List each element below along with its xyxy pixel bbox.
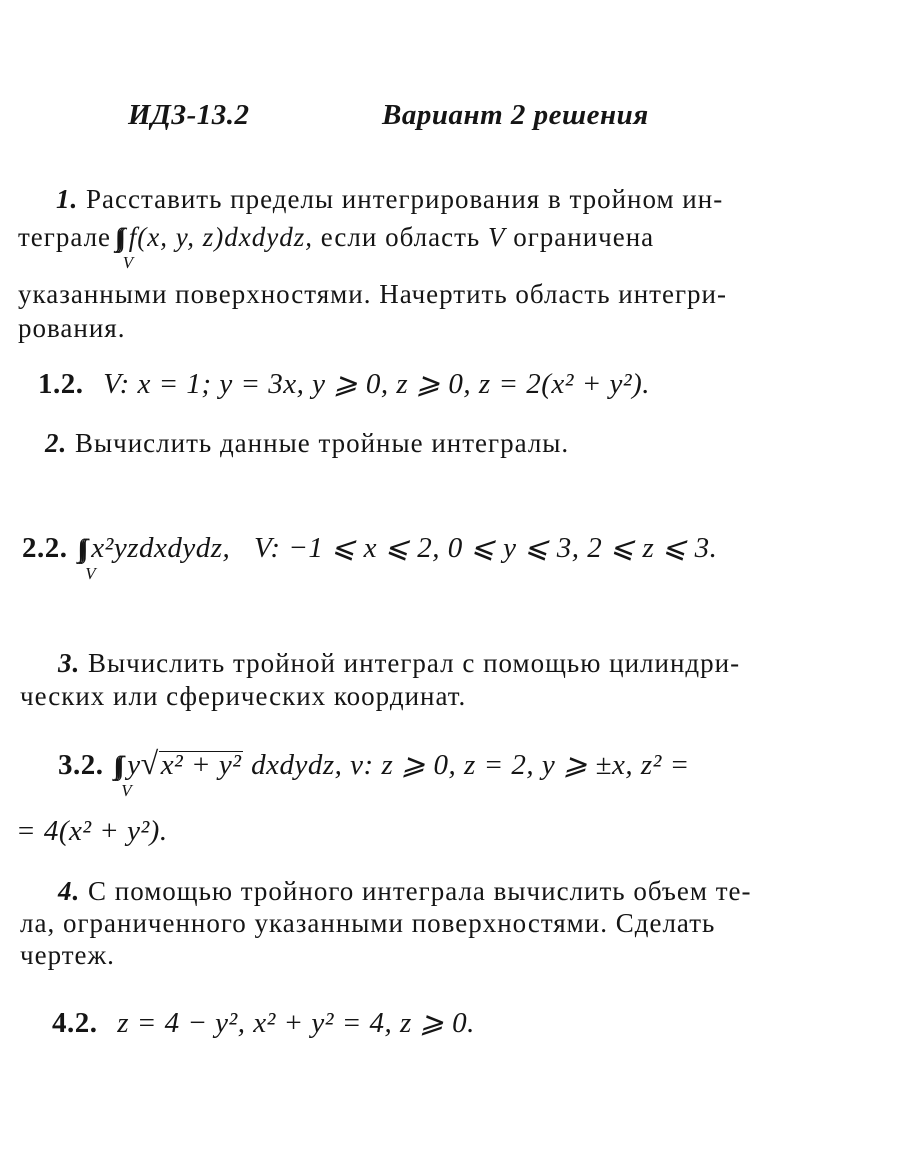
task3-line2: ческих или сферических координат. (20, 681, 467, 711)
task4-line3: чертеж. (20, 940, 115, 970)
problem-2-2-number: 2.2. (22, 532, 68, 564)
integral-domain-label: V (85, 564, 96, 583)
integral-domain-label: V (121, 781, 132, 800)
task3-number: 3. (58, 648, 81, 678)
problem-4-2 (52, 1005, 475, 1040)
task1-line4: рования. (18, 313, 126, 343)
integral-domain-label: V (122, 253, 134, 272)
problem-3-2 (58, 745, 690, 800)
problem-3-2-line2 (16, 815, 168, 848)
problem-3-2-integrand-post: dxdydz, (251, 749, 343, 781)
task1-number: 1. (56, 184, 79, 214)
task3-text-line1: Вычислить тройной интеграл с помощью цилиндри- (88, 648, 741, 678)
task1-integrand: f(x, y, z)dxdydz, (128, 222, 313, 252)
task2-text: Вычислить данные тройные интегралы. (75, 428, 570, 458)
problem-2-2-domain: V: −1 ⩽ x ⩽ 2, 0 ⩽ y ⩽ 3, 2 ⩽ z ⩽ 3. (254, 532, 718, 564)
problem-3-2-number: 3.2. (58, 749, 104, 781)
problem-3-2-radicand: x² + y² (160, 749, 242, 781)
variant-heading: Вариант 2 решения (382, 99, 649, 131)
task4-line1 (58, 876, 751, 907)
task4-line2: ла, ограниченного указанными поверхностями. Сделать (20, 908, 716, 938)
doc-id-heading: ИДЗ-13.2 (128, 99, 250, 131)
problem-4-2-text: z = 4 − y², x² + y² = 4, z ⩾ 0. (117, 1007, 475, 1039)
problem-3-2-integrand-pre: y (127, 749, 141, 781)
task4-text-line1: С помощью тройного интеграла вычислить объем те- (88, 876, 752, 906)
problem-4-2-number: 4.2. (52, 1007, 98, 1039)
problem-3-2-domain: v: z ⩾ 0, z = 2, y ⩾ ±x, z² = (350, 749, 690, 781)
task1-domain-var: V (487, 222, 506, 252)
task1-text-line2-end: ограничена (513, 222, 655, 252)
task2-line (45, 428, 569, 459)
task1-line3: указанными поверхностями. Начертить область интегри- (18, 279, 727, 309)
problem-1-2 (38, 366, 650, 401)
task1-text-line1: Расставить пределы интегрирования в тройном ин- (86, 184, 724, 214)
task2-number: 2. (45, 428, 68, 458)
problem-3-2-continuation: = 4(x² + y²). (16, 815, 168, 847)
problem-2-2-integrand: x²yzdxdydz, (91, 532, 231, 564)
task4-number: 4. (58, 876, 81, 906)
task1-line1 (56, 184, 723, 215)
square-root-sign: √ (140, 745, 159, 781)
problem-1-2-number: 1.2. (38, 368, 84, 400)
problem-2-2 (22, 530, 718, 583)
task1-line2 (18, 222, 655, 272)
task3-line1 (58, 648, 740, 679)
task1-text-line2-pre: теграле (18, 222, 112, 252)
problem-1-2-text: V: x = 1; y = 3x, y ⩾ 0, z ⩾ 0, z = 2(x² + y²). (103, 368, 651, 400)
task1-text-line2-tail: если область (320, 222, 481, 252)
